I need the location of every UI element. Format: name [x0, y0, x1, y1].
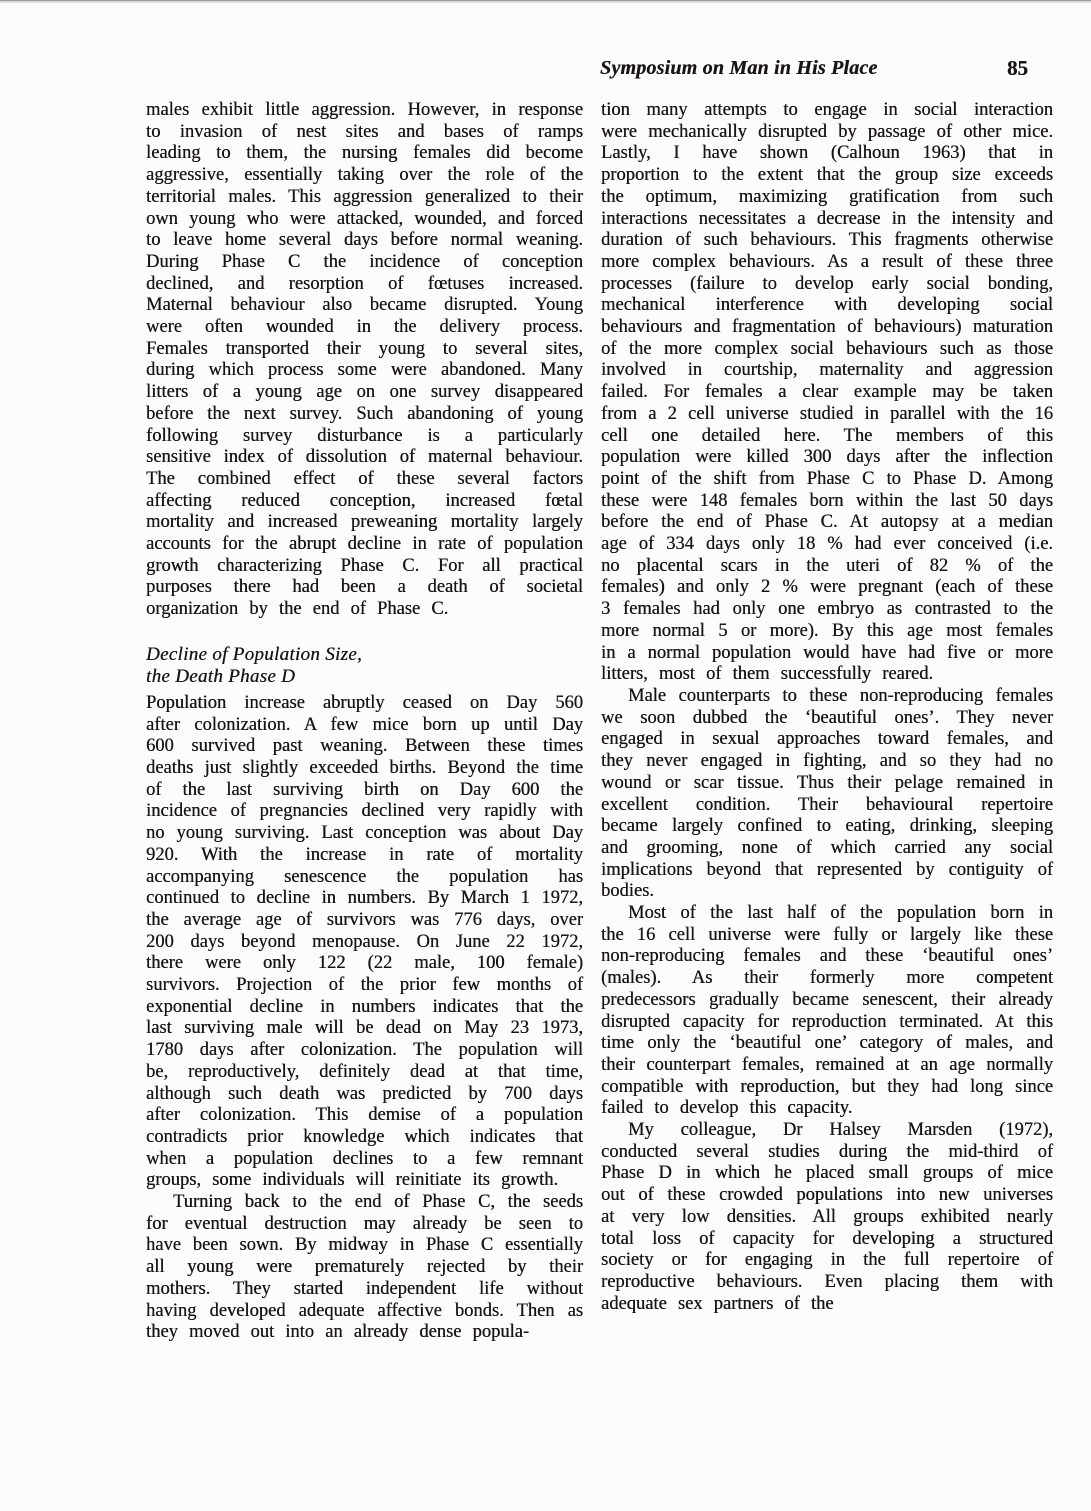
- section-heading-line-1: Decline of Population Size,: [146, 643, 363, 665]
- body-paragraph: Most of the last half of the population born in the 16 cell universe were fully or largely like these non-reproducing females and these ‘beautiful ones’ (males). As their formerly more competent predecessors gradually became senescent, their already disrupted capacity for reproduction terminated. At this time only the ‘beautiful one’ category of males, and their counterpart females, remained at an age normally compatible with reproduction, but they had long since failed to develop this capacity.: [601, 903, 1053, 1119]
- body-paragraph: Male counterparts to these non-reproducing females we soon dubbed the ‘beautiful ones’. They never engaged in sexual approaches toward females, and they never engaged in fighting, and so they had no wound or scar tissue. Thus their pelage remained in excellent condition. Their behavioural repertoire became largely confined to eating, drinking, sleeping and grooming, none of which carried any social implications beyond that represented by contiguity of bodies.: [601, 685, 1053, 902]
- section-heading: [146, 644, 583, 689]
- body-paragraph: Turning back to the end of Phase C, the seeds for eventual destruction may already be seen to have been sown. By midway in Phase C essentially all young were prematurely rejected by their mothers. They started independent life without having developed adequate affective bonds. Then as they moved out into an already dense popula-: [146, 1192, 583, 1343]
- page-number: 85: [1007, 56, 1028, 80]
- section-heading-line-2: the Death Phase D: [146, 666, 296, 688]
- running-title: Symposium on Man in His Place: [600, 57, 878, 79]
- body-paragraph-continuation: males exhibit little aggression. However, in response to invasion of nest sites and bases of ramps leading to them, the nursing females did become aggressive, essentially taking over the role of the territorial males. This aggression generalized to their own young who were attacked, wounded, and forced to leave home several days before normal weaning. During Phase C the incidence of conception declined, and resorption of fœtuses increased. Maternal behaviour also became disrupted. Young were often wounded in the delivery process. Females transported their young to several sites, during which process some were abandoned. Many litters of a young age on one survey disappeared before the next survey. Such abandoning of young following survey disturbance is a particularly sensitive index of dissolution of maternal behaviour. The combined effect of these several factors affecting reduced conception, increased fœtal mortality and increased preweaning mortality largely accounts for the abrupt decline in rate of population growth characterizing Phase C. For all practical purposes there had been a death of societal organization by the end of Phase C.: [146, 100, 583, 620]
- body-paragraph: Population increase abruptly ceased on Day 560 after colonization. A few mice born up until Day 600 survived past weaning. Between these times deaths just slightly exceeded births. Beyond the time of the last surviving birth on Day 600 the incidence of pregnancies declined very rapidly with no young surviving. Last conception was about Day 920. With the increase in rate of mortality accompanying senescence the population has continued to decline in numbers. By March 1 1972, the average age of survivors was 776 days, over 200 days beyond menopause. On June 22 1972, there were only 122 (22 male, 100 female) survivors. Projection of the prior few months of exponential decline in numbers indicates that the last surviving male will be dead on May 23 1973, 1780 days after colonization. The population will be, reproductively, definitely dead at that time, although such death was predicted by 700 days after colonization. This demise of a population contradicts prior knowledge which indicates that when a population declines to a few remnant groups, some individuals will reinitiate its growth.: [146, 692, 583, 1191]
- scan-edge-artifact: [0, 0, 1091, 3]
- right-column: [601, 100, 1053, 1315]
- body-paragraph-continuation: tion many attempts to engage in social interaction were mechanically disrupted by passage of other mice. Lastly, I have shown (Calhoun 1963) that in proportion to the extent that the group size exceeds the optimum, maximizing gratification from such interactions necessitates a decrease in the intensity and duration of such behaviours. This fragments otherwise more complex behaviours. As a result of these three processes (failure to develop early social bonding, mechanical interference with developing social behaviours and fragmentation of behaviours) maturation of the more complex social behaviours such as those involved in courtship, maternality and aggression failed. For females a clear example may be taken from a 2 cell universe studied in parallel with the 16 cell one detailed here. The members of this population were killed 300 days after the inflection point of the shift from Phase C to Phase D. Among these were 148 females born within the last 50 days before the end of Phase C. At autopsy at a median age of 334 days only 18 % had ever conceived (i.e. no placental scars in the uteri of 82 % of the females) and only 2 % were pregnant (each of these 3 females had only one embryo as contrasted to the more normal 5 or more). By this age most females in a normal population would have had five or more litters, most of them successfully reared.: [601, 100, 1053, 685]
- left-column: [146, 100, 583, 1344]
- body-paragraph: My colleague, Dr Halsey Marsden (1972), conducted several studies during the mid-third of Phase D in which he placed small groups of mice out of these crowded populations into new universes at very low densities. All groups exhibited nearly total loss of capacity for developing a structured society or for engaging in the full repertoire of reproductive behaviours. Even placing them with adequate sex partners of the: [601, 1120, 1053, 1314]
